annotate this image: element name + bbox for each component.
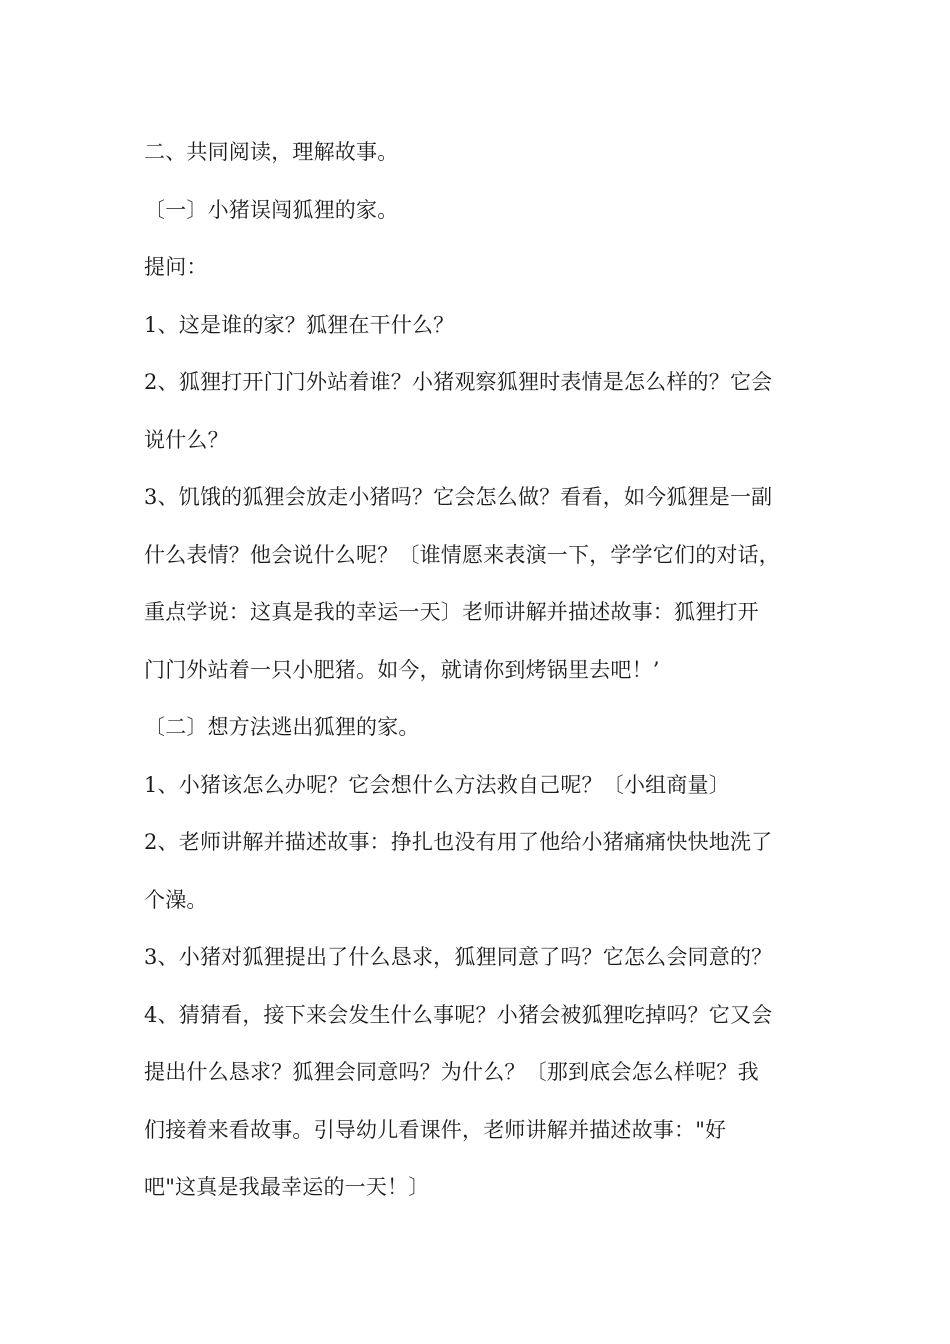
question-line: 重点学说：这真是我的幸运一天〕老师讲解并描述故事：狐狸打开 [144,600,759,624]
question-line: 3、小猪对狐狸提出了什么恳求，狐狸同意了吗？它怎么会同意的？ [144,945,773,969]
question-line: 3、饥饿的狐狸会放走小猪吗？它会怎么做？看看，如今狐狸是一副 [144,485,773,509]
subsection-heading: 〔一〕小猪误闯狐狸的家。 [144,197,399,222]
document-body [144,130,834,1223]
question-line: 2、狐狸打开门门外站着谁？小猪观察狐狸时表情是怎么样的？它会 [144,370,773,394]
paragraph-line: 提问： [144,255,208,279]
question-line: 什么表情？他会说什么呢？〔谁情愿来表演一下，学学它们的对话， [144,542,780,567]
question-line: 们接着来看故事。引导幼儿看课件，老师讲解并描述故事："好 [144,1117,727,1142]
question-line: 说什么？ [144,427,229,452]
question-line: 1、小猪该怎么办呢？它会想什么方法救自己呢？〔小组商量〕 [144,772,730,797]
question-line: 提出什么恳求？狐狸会同意吗？为什么？〔那到底会怎么样呢？我 [144,1060,759,1084]
question-line: 门门外站着一只小肥猪。如今，就请你到烤锅里去吧！’ [144,657,660,682]
question-line: 吧"这真是我最幸运的一天！〕 [144,1175,430,1199]
subsection-heading: 〔二〕想方法逃出狐狸的家。 [144,715,420,739]
section-heading: 二、共同阅读，理解故事。 [144,140,399,164]
question-line: 4、猜猜看，接下来会发生什么事呢？小猪会被狐狸吃掉吗？它又会 [144,1002,773,1027]
question-line: 2、老师讲解并描述故事：挣扎也没有用了他给小猪痛痛快快地洗了 [144,830,773,854]
question-line: 1、这是谁的家？狐狸在干什么？ [144,312,455,337]
question-line: 个澡。 [144,887,208,912]
